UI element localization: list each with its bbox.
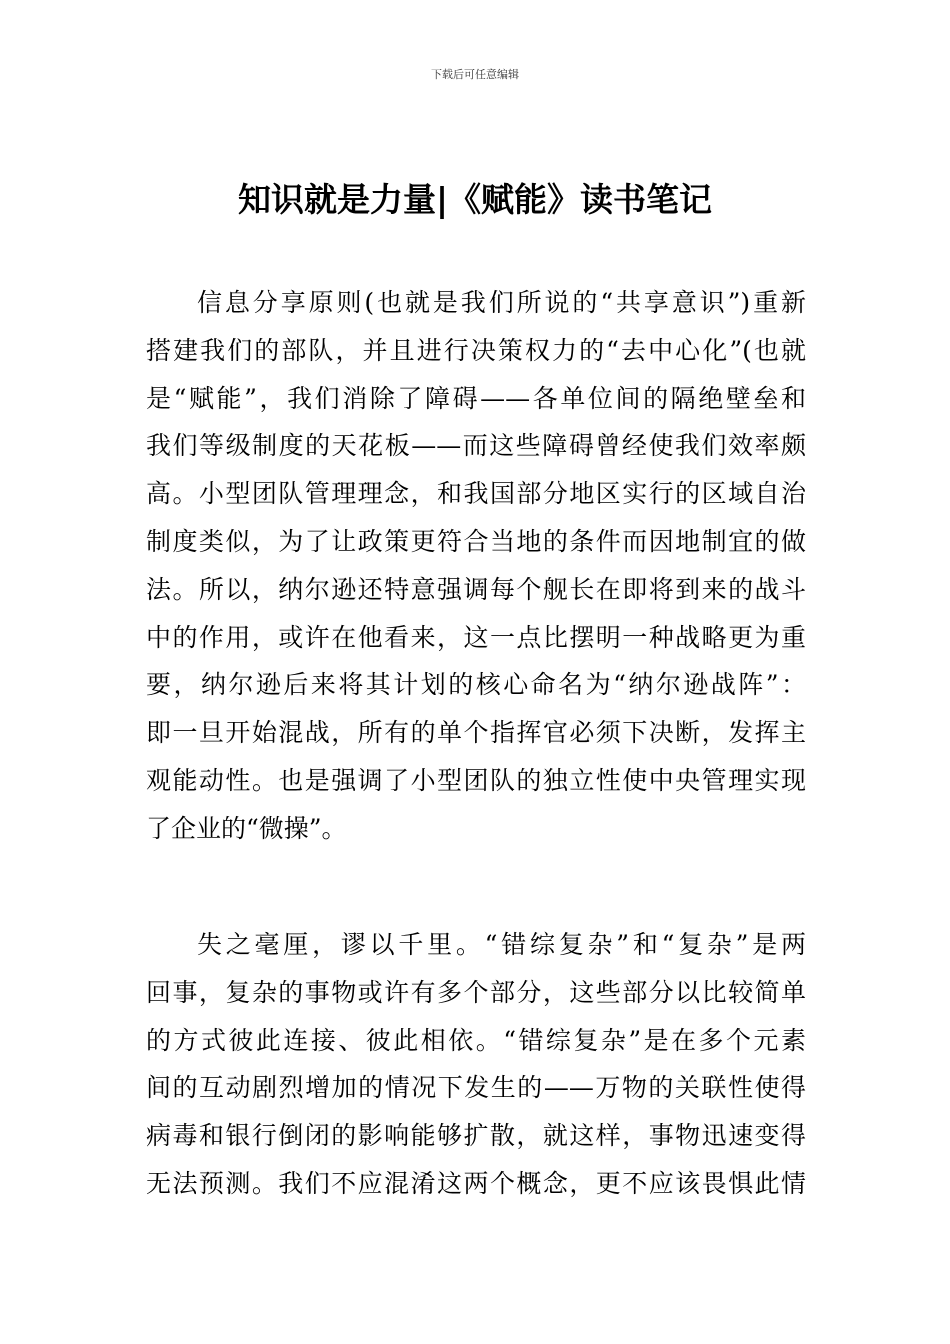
- paragraph-line: 的方式彼此连接、彼此相依。“错综复杂”是在多个元素: [146, 1025, 806, 1055]
- paragraph-line: 间的互动剧烈增加的情况下发生的——万物的关联性使得: [146, 1073, 806, 1103]
- paragraph-line: 观能动性。也是强调了小型团队的独立性使中央管理实现: [146, 765, 806, 795]
- paragraph-line: 搭建我们的部队，并且进行决策权力的“去中心化”(也就: [146, 335, 806, 365]
- paragraph-line: 无法预测。我们不应混淆这两个概念，更不应该畏惧此情: [146, 1168, 806, 1198]
- paragraph-line: 法。所以，纳尔逊还特意强调每个舰长在即将到来的战斗: [146, 574, 806, 604]
- paragraph-line: 了企业的“微操”。: [146, 813, 347, 843]
- paragraph-line: 制度类似，为了让政策更符合当地的条件而因地制宜的做: [146, 526, 806, 556]
- paragraph-line: 失之毫厘，谬以千里。“错综复杂”和“复杂”是两: [197, 930, 806, 959]
- page-title: 知识就是力量|《赋能》读书笔记: [237, 180, 713, 219]
- paragraph-line: 中的作用，或许在他看来，这一点比摆明一种战略更为重: [146, 622, 806, 652]
- paragraph-line: 信息分享原则(也就是我们所说的“共享意识”)重新: [197, 288, 806, 317]
- paragraph-1: [146, 279, 806, 853]
- paragraph-line: 是“赋能”，我们消除了障碍——各单位间的隔绝壁垒和: [146, 383, 806, 413]
- paragraph-line: 高。小型团队管理理念，和我国部分地区实行的区域自治: [146, 479, 806, 509]
- paragraph-line: 病毒和银行倒闭的影响能够扩散，就这样，事物迅速变得: [146, 1121, 806, 1151]
- paragraph-line: 回事，复杂的事物或许有多个部分，这些部分以比较简单: [146, 977, 806, 1007]
- paragraph-line: 即一旦开始混战，所有的单个指挥官必须下决断，发挥主: [146, 718, 806, 748]
- paragraph-line: 要，纳尔逊后来将其计划的核心命名为“纳尔逊战阵”：: [146, 670, 806, 700]
- header-note: 下载后可任意编辑: [431, 68, 519, 81]
- paragraph-2: [146, 921, 806, 1208]
- paragraph-line: 我们等级制度的天花板——而这些障碍曾经使我们效率颇: [146, 431, 806, 461]
